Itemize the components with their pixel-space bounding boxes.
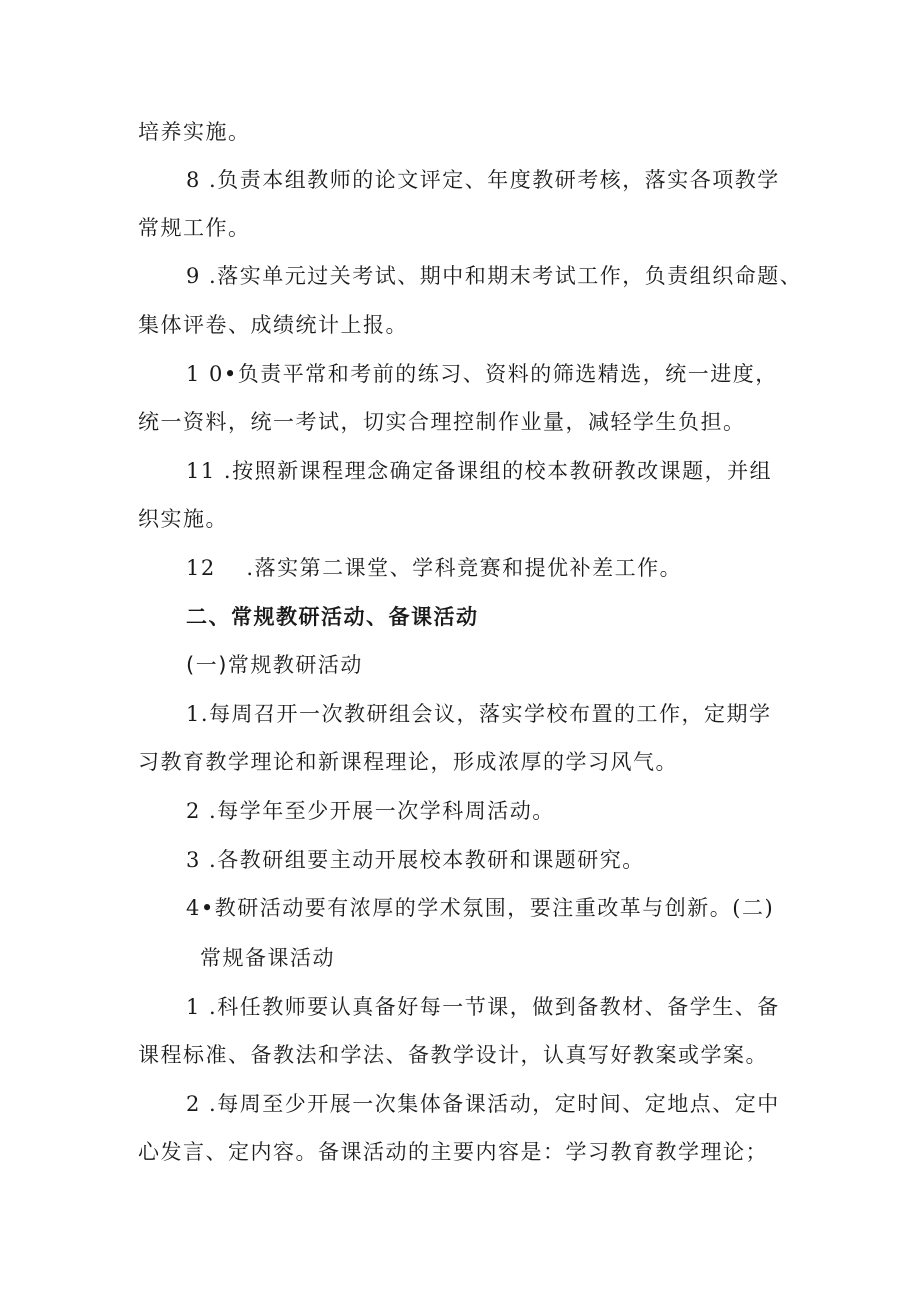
text-line: 织实施。 [138, 507, 228, 531]
text-line: 1 0•负责平常和考前的练习、资料的筛选精选，统一进度， [186, 362, 778, 386]
text-line: 1.每周召开一次教研组会议，落实学校布置的工作，定期学 [186, 702, 772, 726]
text-line: 集体评卷、成绩统计上报。 [138, 313, 408, 337]
subsection-heading: 常规备课活动 [200, 946, 335, 970]
text-line: 2 .每周至少开展一次集体备课活动，定时间、定地点、定中 [186, 1092, 780, 1116]
text-line: 8 .负责本组教师的论文评定、年度教研考核，落实各项教学 [186, 168, 780, 192]
text-line: 统一资料，统一考试，切实合理控制作业量，减轻学生负担。 [138, 410, 746, 434]
text-line: 习教育教学理论和新课程理论，形成浓厚的学习风气。 [138, 750, 678, 774]
text-line: 2 .每学年至少开展一次学科周活动。 [186, 799, 555, 823]
text-line: 心发言、定内容。备课活动的主要内容是：学习教育教学理论； [138, 1140, 768, 1164]
text-line: 培养实施。 [138, 120, 251, 144]
text-line: 常规工作。 [138, 216, 251, 240]
text-line: 1 .科任教师要认真备好每一节课，做到备教材、备学生、备 [186, 995, 780, 1019]
text-line: 4•教研活动要有浓厚的学术氛围，要注重改革与创新。(二) [186, 896, 775, 920]
text-line: 11 .按照新课程理念确定备课组的校本教研教改课题，并组 [186, 459, 773, 483]
text-line: 12 .落实第二课堂、学科竞赛和提优补差工作。 [186, 556, 683, 580]
section-heading: 二、常规教研活动、备课活动 [186, 605, 479, 629]
text-line: 3 .各教研组要主动开展校本教研和课题研究。 [186, 848, 645, 872]
text-line: 课程标准、备教法和学法、备教学设计，认真写好教案或学案。 [138, 1043, 768, 1067]
text-line: 9 .落实单元过关考试、期中和期末考试工作，负责组织命题、 [186, 264, 803, 288]
subsection-heading: (一)常规教研活动 [186, 653, 363, 677]
